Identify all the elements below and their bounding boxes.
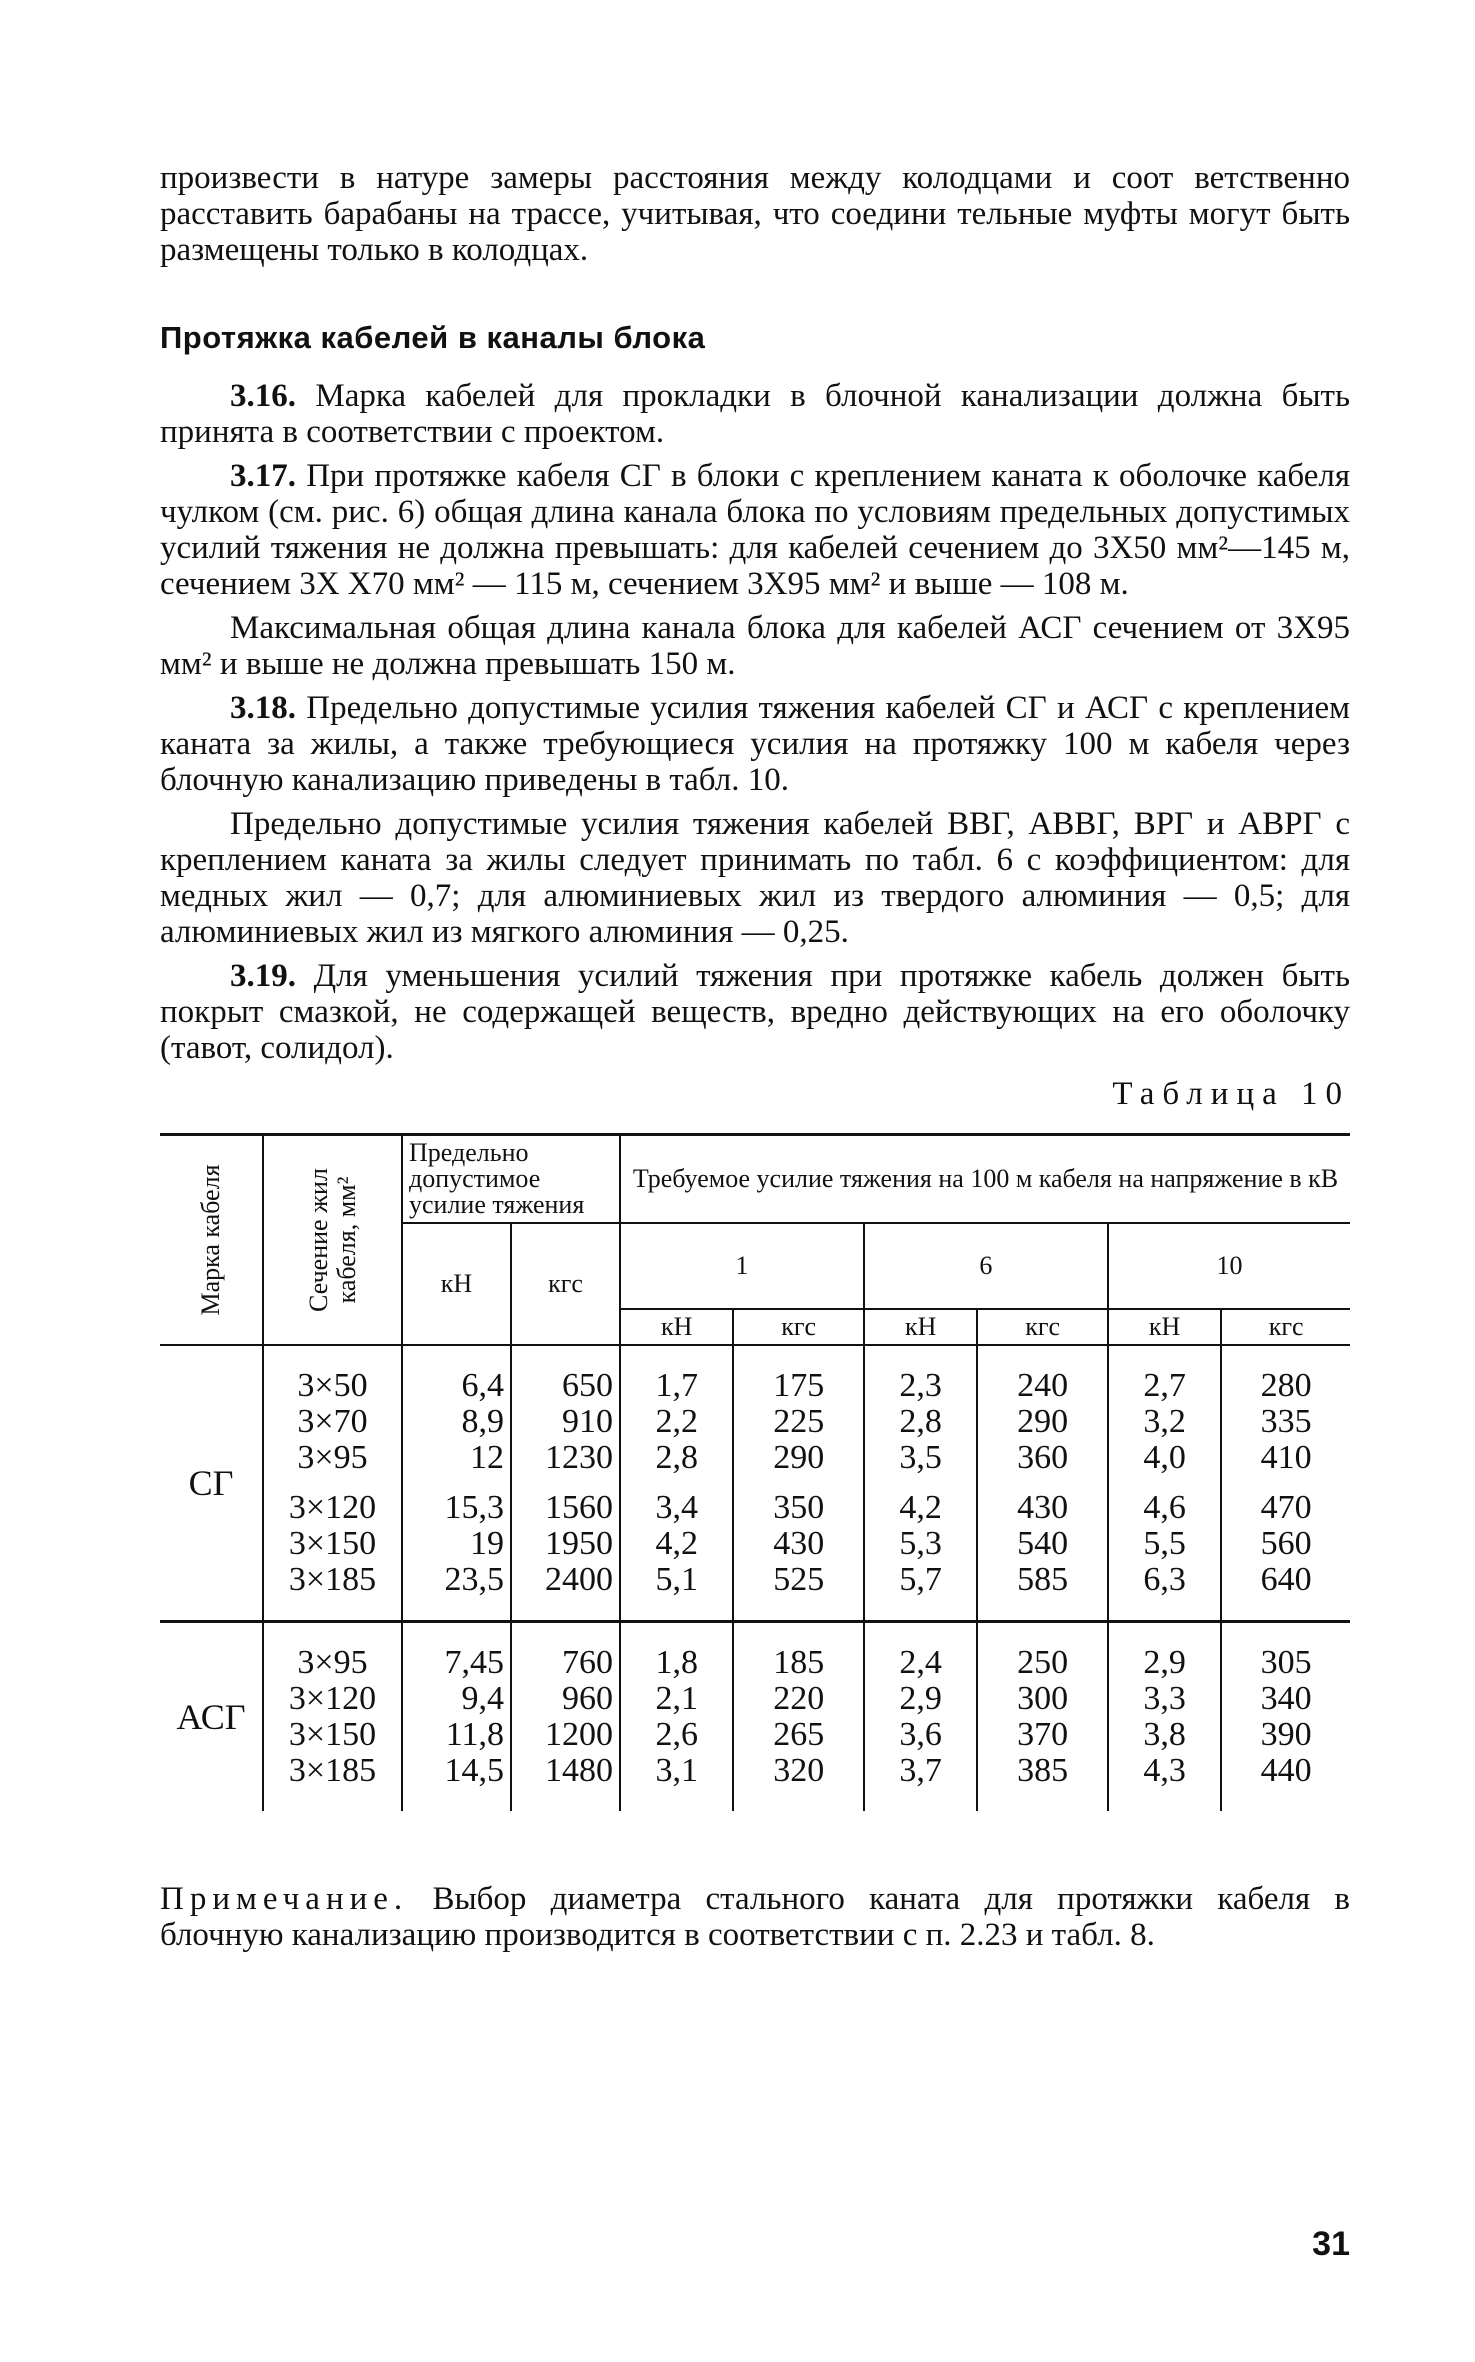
paragraph-number: 3.16. [230, 378, 296, 414]
cell-limit-kn: 6,4 [402, 1368, 511, 1404]
spacer-row [160, 1598, 1350, 1622]
cell-v1-kgs: 320 [733, 1753, 864, 1789]
cell-sections: 3×95 [263, 1645, 402, 1681]
cell-limit-kgs: 1230 [511, 1440, 620, 1476]
cell-sections: 3×70 [263, 1404, 402, 1440]
table-10 [160, 1133, 1350, 1811]
spacer-cell [977, 1598, 1108, 1622]
cell-v1-kgs: 265 [733, 1717, 864, 1753]
spacer-cell [511, 1345, 620, 1368]
cell-v10-kgs: 335 [1221, 1404, 1350, 1440]
cell-v6-kn: 4,2 [864, 1476, 977, 1526]
cell-v1-kgs: 220 [733, 1681, 864, 1717]
header-section [263, 1135, 402, 1346]
table-row [160, 1681, 1350, 1717]
cell-limit-kn: 12 [402, 1440, 511, 1476]
cell-limit-kn: 23,5 [402, 1562, 511, 1598]
cell-v6-kn: 3,6 [864, 1717, 977, 1753]
table-row [160, 1476, 1350, 1526]
spacer-cell [977, 1789, 1108, 1811]
cell-limit-kgs: 1950 [511, 1526, 620, 1562]
cell-limit-kn: 15,3 [402, 1476, 511, 1526]
spacer-cell [733, 1623, 864, 1645]
paragraph-3-17-b: Максимальная общая длина канала блока для кабелей АСГ сечением от 3Х95 мм² и выше не должна превышать 150 м. [160, 610, 1350, 682]
cell-v1-kgs: 350 [733, 1476, 864, 1526]
cell-v10-kgs: 390 [1221, 1717, 1350, 1753]
header-section-text: Сечение жил кабеля, мм² [303, 1168, 361, 1312]
spacer-cell [620, 1789, 733, 1811]
cell-v1-kn: 2,1 [620, 1681, 733, 1717]
cell-v10-kn: 4,3 [1108, 1753, 1221, 1789]
table-row [160, 1753, 1350, 1789]
spacer-cell [263, 1598, 402, 1622]
cell-limit-kgs: 1200 [511, 1717, 620, 1753]
cell-v10-kn: 3,8 [1108, 1717, 1221, 1753]
spacer-row [160, 1789, 1350, 1811]
spacer-cell [1221, 1623, 1350, 1645]
cell-v10-kgs: 305 [1221, 1645, 1350, 1681]
cell-v6-kn: 3,5 [864, 1440, 977, 1476]
spacer-cell [160, 1598, 263, 1622]
spacer-cell [1108, 1623, 1221, 1645]
header-v10-kn: кН [1108, 1309, 1221, 1345]
cell-v10-kgs: 640 [1221, 1562, 1350, 1598]
cell-limit-kgs: 960 [511, 1681, 620, 1717]
cell-v10-kgs: 280 [1221, 1368, 1350, 1404]
cell-sections: 3×120 [263, 1476, 402, 1526]
spacer-cell [977, 1623, 1108, 1645]
cell-v1-kgs: 525 [733, 1562, 864, 1598]
spacer-cell [977, 1345, 1108, 1368]
header-v6-kgs: кгс [977, 1309, 1108, 1345]
cell-v1-kgs: 430 [733, 1526, 864, 1562]
table-row [160, 1562, 1350, 1598]
spacer-cell [402, 1789, 511, 1811]
cell-sections: 3×150 [263, 1526, 402, 1562]
table-row [160, 1717, 1350, 1753]
cell-limit-kgs: 650 [511, 1368, 620, 1404]
spacer-cell [160, 1345, 263, 1368]
spacer-cell [1221, 1598, 1350, 1622]
cell-v1-kn: 1,8 [620, 1645, 733, 1681]
spacer-cell [511, 1623, 620, 1645]
spacer-cell [1221, 1789, 1350, 1811]
paragraph-3-18 [160, 690, 1350, 798]
cell-v10-kn: 2,7 [1108, 1368, 1221, 1404]
cell-v6-kgs: 240 [977, 1368, 1108, 1404]
cell-v6-kn: 5,7 [864, 1562, 977, 1598]
table-row [160, 1440, 1350, 1476]
cell-v10-kgs: 340 [1221, 1681, 1350, 1717]
cell-v10-kgs: 560 [1221, 1526, 1350, 1562]
header-limit: Предельно допустимое усилие тяжения [402, 1135, 620, 1224]
paragraph-text: Для уменьшения усилий тяжения при протяжке кабель должен быть покрыт смазкой, не содержащей веществ, вредно действующих на его оболочку (тавот, солидол). [160, 958, 1350, 1066]
spacer-cell [620, 1345, 733, 1368]
cell-v10-kn: 6,3 [1108, 1562, 1221, 1598]
cell-sections: 3×120 [263, 1681, 402, 1717]
paragraph-text: Марка кабелей для прокладки в блочной канализации должна быть принята в соответствии с проектом. [160, 378, 1351, 450]
cell-sections: 3×185 [263, 1562, 402, 1598]
cell-v6-kn: 2,8 [864, 1404, 977, 1440]
cell-v10-kgs: 410 [1221, 1440, 1350, 1476]
cell-v6-kn: 3,7 [864, 1753, 977, 1789]
cell-v10-kgs: 470 [1221, 1476, 1350, 1526]
cell-v6-kgs: 290 [977, 1404, 1108, 1440]
spacer-cell [620, 1623, 733, 1645]
paragraph-text: Предельно допустимые усилия тяжения кабелей СГ и АСГ с креплением каната за жилы, а также требующиеся усилия на протяжку 100 м кабеля через блочную канализацию приведены в табл. 10. [160, 690, 1351, 798]
cell-v1-kn: 2,6 [620, 1717, 733, 1753]
spacer-cell [1221, 1345, 1350, 1368]
cell-v6-kgs: 430 [977, 1476, 1108, 1526]
table-row [160, 1645, 1350, 1681]
paragraph-number: 3.17. [230, 458, 296, 494]
spacer-cell [402, 1345, 511, 1368]
cell-v10-kgs: 440 [1221, 1753, 1350, 1789]
cell-v1-kn: 2,2 [620, 1404, 733, 1440]
cell-v1-kgs: 290 [733, 1440, 864, 1476]
spacer-cell [864, 1598, 977, 1622]
spacer-cell [402, 1598, 511, 1622]
cell-limit-kgs: 910 [511, 1404, 620, 1440]
cell-v1-kgs: 185 [733, 1645, 864, 1681]
paragraph-3-19 [160, 958, 1350, 1066]
spacer-cell [1108, 1345, 1221, 1368]
paragraph-number: 3.19. [230, 958, 296, 994]
cable-brand-cell: СГ [188, 1463, 234, 1503]
cell-limit-kn: 8,9 [402, 1404, 511, 1440]
spacer-cell [511, 1789, 620, 1811]
cell-v6-kn: 2,3 [864, 1368, 977, 1404]
spacer-cell [733, 1598, 864, 1622]
paragraph-text: При протяжке кабеля СГ в блоки с креплением каната к оболочке кабеля чулком (см. рис. 6) общая длина канала блока по условиям предельных допустимых усилий тяжения не должна превышать: для кабелей сечением до 3Х50 мм²—145 м, сечением 3Х Х70 мм² — 115 м, сечением 3Х95 мм² и выше — 108 м. [160, 458, 1351, 602]
cell-limit-kgs: 1480 [511, 1753, 620, 1789]
cell-v1-kgs: 175 [733, 1368, 864, 1404]
cell-v1-kn: 4,2 [620, 1526, 733, 1562]
cell-limit-kgs: 1560 [511, 1476, 620, 1526]
cell-v1-kn: 3,1 [620, 1753, 733, 1789]
cell-limit-kn: 7,45 [402, 1645, 511, 1681]
cell-v6-kgs: 540 [977, 1526, 1108, 1562]
cell-limit-kn: 9,4 [402, 1681, 511, 1717]
cell-v1-kn: 1,7 [620, 1368, 733, 1404]
spacer-row [160, 1623, 1350, 1645]
cell-v10-kn: 5,5 [1108, 1526, 1221, 1562]
cell-v6-kgs: 300 [977, 1681, 1108, 1717]
header-v1-kgs: кгс [733, 1309, 864, 1345]
cell-limit-kgs: 760 [511, 1645, 620, 1681]
paragraph-3-18-b: Предельно допустимые усилия тяжения кабелей ВВГ, АВВГ, ВРГ и АВРГ с креплением каната за жилы следует принимать по табл. 6 с коэффициентом: для медных жил — 0,7; для алюминиевых жил из твердого алюминия — 0,5; для алюминиевых жил из мягкого алюминия — 0,25. [160, 806, 1350, 950]
spacer-row [160, 1345, 1350, 1368]
table-body [160, 1345, 1350, 1811]
cable-brand-cell: АСГ [176, 1697, 246, 1737]
cell-v1-kn: 3,4 [620, 1476, 733, 1526]
cell-limit-kgs: 2400 [511, 1562, 620, 1598]
header-v10-kgs: кгс [1221, 1309, 1350, 1345]
header-required: Требуемое усилие тяжения на 100 м кабеля на напряжение в кВ [620, 1135, 1350, 1224]
spacer-cell [1108, 1598, 1221, 1622]
spacer-cell [620, 1598, 733, 1622]
header-v6-kn: кН [864, 1309, 977, 1345]
cell-sections: 3×150 [263, 1717, 402, 1753]
note-text: Выбор диаметра стального каната для протяжки кабеля в блочную канализацию производится в соответствии с п. 2.23 и табл. 8. [160, 1881, 1350, 1953]
table-header-row [160, 1135, 1350, 1224]
spacer-cell [402, 1623, 511, 1645]
cell-limit-kn: 19 [402, 1526, 511, 1562]
page-number: 31 [1312, 2225, 1350, 2263]
cell-v6-kgs: 360 [977, 1440, 1108, 1476]
cell-v6-kn: 2,9 [864, 1681, 977, 1717]
cell-v6-kgs: 250 [977, 1645, 1108, 1681]
cell-v6-kn: 2,4 [864, 1645, 977, 1681]
header-brand-text: Марка кабеля [196, 1164, 225, 1316]
cell-v10-kn: 2,9 [1108, 1645, 1221, 1681]
header-limit-kgs: кгс [511, 1223, 620, 1345]
header-voltage-1: 1 [620, 1223, 864, 1309]
cell-sections: 3×185 [263, 1753, 402, 1789]
cell-v6-kn: 5,3 [864, 1526, 977, 1562]
spacer-cell [1108, 1789, 1221, 1811]
table-row [160, 1404, 1350, 1440]
spacer-cell [160, 1623, 263, 1645]
spacer-cell [160, 1789, 263, 1811]
spacer-cell [733, 1789, 864, 1811]
cell-v10-kn: 3,2 [1108, 1404, 1221, 1440]
spacer-cell [511, 1598, 620, 1622]
spacer-cell [864, 1623, 977, 1645]
spacer-cell [263, 1345, 402, 1368]
cell-v10-kn: 3,3 [1108, 1681, 1221, 1717]
header-voltage-6: 6 [864, 1223, 1108, 1309]
paragraph-3-17 [160, 458, 1350, 602]
paragraph-number: 3.18. [230, 690, 296, 726]
cell-limit-kn: 14,5 [402, 1753, 511, 1789]
cell-v10-kn: 4,0 [1108, 1440, 1221, 1476]
cell-v10-kn: 4,6 [1108, 1476, 1221, 1526]
cell-limit-kn: 11,8 [402, 1717, 511, 1753]
spacer-cell [864, 1789, 977, 1811]
table-row [160, 1368, 1350, 1404]
header-limit-kn: кН [402, 1223, 511, 1345]
section-heading: Протяжка кабелей в каналы блока [160, 320, 706, 355]
page-content [160, 160, 1350, 1953]
cell-v6-kgs: 370 [977, 1717, 1108, 1753]
header-brand [160, 1135, 263, 1346]
header-voltage-10: 10 [1108, 1223, 1350, 1309]
cell-v1-kn: 5,1 [620, 1562, 733, 1598]
cell-sections: 3×95 [263, 1440, 402, 1476]
cell-v1-kgs: 225 [733, 1404, 864, 1440]
cell-v6-kgs: 585 [977, 1562, 1108, 1598]
spacer-cell [263, 1623, 402, 1645]
table-note [160, 1881, 1350, 1953]
table-row [160, 1526, 1350, 1562]
paragraph-3-16 [160, 378, 1350, 450]
spacer-cell [864, 1345, 977, 1368]
table-caption: Таблица 10 [1112, 1076, 1350, 1112]
spacer-cell [263, 1789, 402, 1811]
cell-v1-kn: 2,8 [620, 1440, 733, 1476]
cell-v6-kgs: 385 [977, 1753, 1108, 1789]
header-v1-kn: кН [620, 1309, 733, 1345]
spacer-cell [733, 1345, 864, 1368]
cell-sections: 3×50 [263, 1368, 402, 1404]
intro-paragraph: произвести в натуре замеры расстояния между колодцами и соот ветственно расставить барабаны на трассе, учитывая, что соедини тельные муфты могут быть размещены только в колодцах. [160, 160, 1350, 268]
note-label: Примечание. [160, 1881, 409, 1917]
